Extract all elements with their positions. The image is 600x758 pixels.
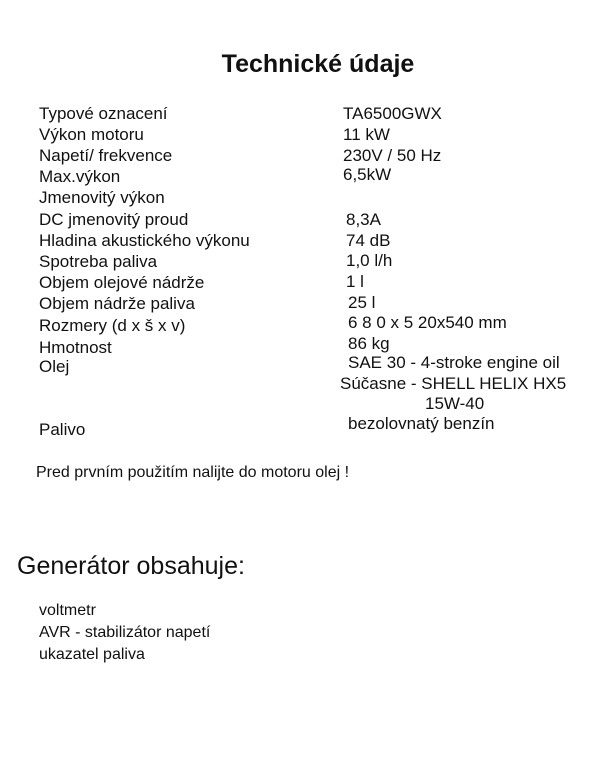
spec-value-engine-power: 11 kW [343,125,390,144]
spec-value-dimensions: 6 8 0 x 5 20x540 mm [348,313,507,332]
list-item: voltmetr [39,602,96,619]
spec-value-max-power: 6,5kW [343,165,392,184]
spec-label-fuel: Palivo [39,420,86,439]
spec-value-weight: 86 kg [348,334,390,353]
spec-label-weight: Hmotnost [39,338,112,357]
list-item: AVR - stabilizátor napetí [39,624,211,641]
spec-value-noise-level: 74 dB [346,231,391,250]
generator-heading: Generátor obsahuje: [17,552,245,580]
spec-label-oil: Olej [39,357,70,376]
spec-value-fuel: bezolovnatý benzín [348,414,495,433]
spec-label-engine-power: Výkon motoru [39,125,144,144]
page-title: Technické údaje [221,50,415,78]
oil-warning-note: Pred prvním použitím nalijte do motoru olej ! [36,464,350,481]
spec-label-fuel-tank: Objem nádrže paliva [39,294,195,313]
spec-label-dc-current: DC jmenovitý proud [39,210,189,229]
spec-value-oil: SAE 30 - 4-stroke engine oil [348,353,560,372]
spec-value-fuel-tank: 25 l [348,293,376,312]
spec-label-dimensions: Rozmery (d x š x v) [39,316,186,335]
spec-label-noise-level: Hladina akustického výkonu [39,231,250,250]
spec-label-max-power: Max.výkon [39,167,121,186]
list-item: ukazatel paliva [39,646,145,663]
spec-value-oil-alternative: Súčasne - SHELL HELIX HX5 [340,374,567,393]
spec-label-model: Typové oznacení [39,104,168,123]
spec-label-voltage-frequency: Napetí/ frekvence [39,146,173,165]
spec-value-dc-current: 8,3A [346,210,381,229]
spec-label-oil-tank: Objem olejové nádrže [39,273,205,292]
spec-value-oil-tank: 1 l [346,272,364,291]
spec-label-rated-power: Jmenovitý výkon [39,188,165,207]
spec-value-oil-grade: 15W-40 [425,394,485,413]
spec-value-model: TA6500GWX [343,104,442,123]
spec-value-fuel-consumption: 1,0 l/h [346,251,393,270]
spec-value-voltage-frequency: 230V / 50 Hz [343,146,442,165]
spec-label-fuel-consumption: Spotreba paliva [39,252,158,271]
